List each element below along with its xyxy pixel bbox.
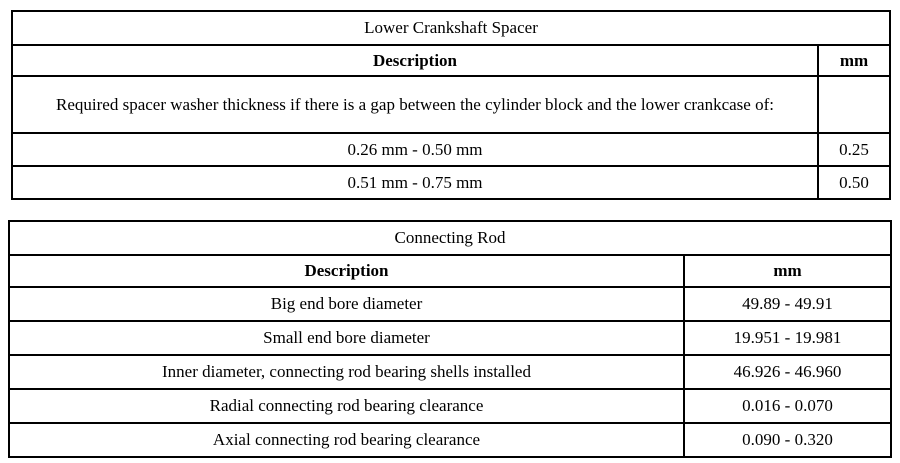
column-header-description: Description (9, 255, 684, 287)
table-row (9, 423, 891, 457)
description-cell: Inner diameter, connecting rod bearing shells installed (9, 355, 684, 389)
value-cell: 0.090 - 0.320 (684, 423, 891, 457)
table-title: Lower Crankshaft Spacer (12, 11, 890, 45)
value-cell: 46.926 - 46.960 (684, 355, 891, 389)
thickness-cell: 0.50 (818, 166, 890, 199)
table-row (9, 287, 891, 321)
table-row (12, 166, 890, 199)
column-header-mm: mm (684, 255, 891, 287)
description-cell: Axial connecting rod bearing clearance (9, 423, 684, 457)
description-cell: Radial connecting rod bearing clearance (9, 389, 684, 423)
empty-cell (818, 76, 890, 133)
value-cell: 49.89 - 49.91 (684, 287, 891, 321)
gap-range-cell: 0.26 mm - 0.50 mm (12, 133, 818, 166)
table-title: Connecting Rod (9, 221, 891, 255)
description-cell: Small end bore diameter (9, 321, 684, 355)
thickness-cell: 0.25 (818, 133, 890, 166)
gap-range-cell: 0.51 mm - 0.75 mm (12, 166, 818, 199)
table-row (12, 133, 890, 166)
spacer-requirement-description: Required spacer washer thickness if there is a gap between the cylinder block and the lower crankcase of: (12, 76, 818, 133)
connecting-rod-table (8, 220, 892, 458)
table-row (9, 355, 891, 389)
description-cell: Big end bore diameter (9, 287, 684, 321)
column-header-mm: mm (818, 45, 890, 76)
table-row (9, 389, 891, 423)
table-row (9, 321, 891, 355)
value-cell: 19.951 - 19.981 (684, 321, 891, 355)
value-cell: 0.016 - 0.070 (684, 389, 891, 423)
lower-crankshaft-spacer-table (11, 10, 891, 200)
column-header-description: Description (12, 45, 818, 76)
